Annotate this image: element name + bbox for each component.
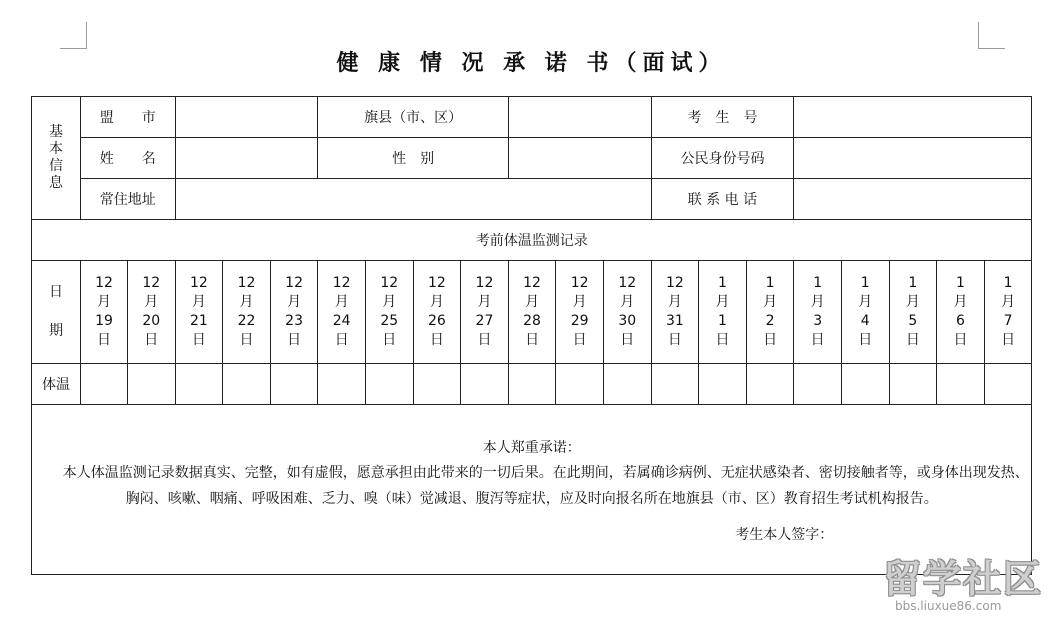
date-day: 2 bbox=[765, 313, 775, 329]
date-cell bbox=[937, 261, 985, 364]
section-label-char: 信 bbox=[49, 158, 63, 174]
temperature-label: 体温 bbox=[32, 364, 81, 405]
temperature-value-cell[interactable] bbox=[223, 364, 271, 405]
address-label: 常住地址 bbox=[81, 179, 176, 220]
temperature-value-cell[interactable] bbox=[651, 364, 699, 405]
temperature-value-cell[interactable] bbox=[270, 364, 318, 405]
date-month-char: 月 bbox=[382, 294, 397, 310]
date-month: 12 bbox=[665, 275, 684, 291]
temperature-value-cell[interactable] bbox=[937, 364, 985, 405]
date-day: 1 bbox=[717, 313, 727, 329]
date-month-char: 月 bbox=[1001, 294, 1016, 310]
temperature-value-cell[interactable] bbox=[81, 364, 128, 405]
date-day-char: 日 bbox=[191, 332, 206, 348]
date-day: 24 bbox=[332, 313, 351, 329]
date-day: 23 bbox=[285, 313, 303, 329]
date-day: 19 bbox=[95, 313, 113, 329]
temperature-value-cell[interactable] bbox=[318, 364, 366, 405]
date-day: 31 bbox=[665, 313, 684, 329]
temperature-value-cell[interactable] bbox=[413, 364, 461, 405]
date-month: 12 bbox=[189, 275, 208, 291]
date-month-char: 月 bbox=[287, 294, 302, 310]
phone-label: 联 系 电 话 bbox=[651, 179, 794, 220]
date-month: 1 bbox=[955, 275, 965, 291]
temperature-value-cell[interactable] bbox=[699, 364, 747, 405]
info-row-2 bbox=[32, 138, 1032, 179]
date-cell bbox=[413, 261, 461, 364]
temperature-value-cell[interactable] bbox=[746, 364, 794, 405]
temperature-section-title: 考前体温监测记录 bbox=[32, 220, 1032, 261]
temperature-value-cell[interactable] bbox=[128, 364, 176, 405]
watermark-text: 留学社区 bbox=[883, 557, 1044, 601]
date-day-char: 日 bbox=[905, 332, 920, 348]
date-day: 5 bbox=[908, 313, 918, 329]
date-cell bbox=[699, 261, 747, 364]
info-row-1 bbox=[32, 97, 1032, 138]
date-day-char: 日 bbox=[858, 332, 873, 348]
date-day: 25 bbox=[380, 313, 399, 329]
county-value[interactable] bbox=[508, 97, 651, 138]
exam-number-label: 考 生 号 bbox=[651, 97, 794, 138]
date-month: 12 bbox=[523, 275, 541, 291]
page-corner-mark-top-left bbox=[60, 22, 87, 49]
date-day-char: 日 bbox=[1001, 332, 1016, 348]
temperature-section-row bbox=[32, 220, 1032, 261]
date-day-char: 日 bbox=[429, 332, 444, 348]
gender-label: 性 别 bbox=[318, 138, 508, 179]
county-label: 旗县（市、区） bbox=[318, 97, 508, 138]
date-row bbox=[32, 261, 1032, 364]
page-title: 健 康 情 况 承 诺 书（面试） bbox=[336, 51, 727, 76]
date-month-char: 月 bbox=[667, 294, 682, 310]
date-cell bbox=[270, 261, 318, 364]
date-cell bbox=[175, 261, 223, 364]
date-day-char: 日 bbox=[667, 332, 682, 348]
commitment-row bbox=[32, 405, 1032, 575]
date-day-char: 日 bbox=[382, 332, 397, 348]
date-month-char: 月 bbox=[763, 294, 778, 310]
date-month: 12 bbox=[475, 275, 494, 291]
date-month: 12 bbox=[380, 275, 399, 291]
date-day-char: 日 bbox=[810, 332, 825, 348]
date-month-char: 月 bbox=[572, 294, 587, 310]
address-value[interactable] bbox=[175, 179, 651, 220]
date-month-char: 月 bbox=[477, 294, 492, 310]
page-corner-mark-top-right bbox=[978, 22, 1005, 49]
temperature-value-cell[interactable] bbox=[889, 364, 937, 405]
date-month-char: 月 bbox=[191, 294, 206, 310]
commitment-cell bbox=[32, 405, 1032, 575]
watermark-url: bbs.liuxue86.com bbox=[895, 599, 1002, 613]
date-cell bbox=[984, 261, 1032, 364]
date-month: 12 bbox=[618, 275, 637, 291]
date-day-char: 日 bbox=[334, 332, 349, 348]
date-month: 1 bbox=[813, 275, 823, 291]
date-month-char: 月 bbox=[239, 294, 254, 310]
date-day: 6 bbox=[955, 313, 965, 329]
league-city-value[interactable] bbox=[175, 97, 318, 138]
date-month: 12 bbox=[237, 275, 256, 291]
section-label-char: 基 bbox=[49, 124, 63, 140]
date-day: 3 bbox=[813, 313, 823, 329]
league-city-label: 盟 市 bbox=[81, 97, 176, 138]
temperature-value-cell[interactable] bbox=[365, 364, 413, 405]
date-day-char: 日 bbox=[144, 332, 159, 348]
section-label-char: 本 bbox=[49, 141, 63, 157]
date-cell bbox=[794, 261, 842, 364]
health-commitment-table bbox=[31, 96, 1032, 575]
id-number-value[interactable] bbox=[794, 138, 1032, 179]
basic-info-section-cell bbox=[32, 97, 81, 220]
phone-value[interactable] bbox=[794, 179, 1032, 220]
date-cell bbox=[603, 261, 651, 364]
date-day-char: 日 bbox=[477, 332, 492, 348]
date-day-char: 日 bbox=[953, 332, 968, 348]
name-label: 姓 名 bbox=[81, 138, 176, 179]
date-day: 26 bbox=[427, 313, 446, 329]
gender-value[interactable] bbox=[508, 138, 651, 179]
date-month: 1 bbox=[765, 275, 775, 291]
watermark-logo bbox=[883, 548, 1053, 616]
date-day: 29 bbox=[570, 313, 589, 329]
date-month-char: 月 bbox=[334, 294, 349, 310]
date-cell bbox=[318, 261, 366, 364]
name-value[interactable] bbox=[175, 138, 318, 179]
date-cell bbox=[841, 261, 889, 364]
date-cell bbox=[461, 261, 509, 364]
date-cell bbox=[556, 261, 604, 364]
date-month: 12 bbox=[427, 275, 446, 291]
date-month: 12 bbox=[285, 275, 303, 291]
date-month-char: 月 bbox=[905, 294, 920, 310]
date-day: 22 bbox=[237, 313, 256, 329]
date-day-char: 日 bbox=[763, 332, 778, 348]
date-cell bbox=[81, 261, 128, 364]
date-label-char: 日 bbox=[49, 284, 63, 300]
date-month: 12 bbox=[332, 275, 351, 291]
date-day-char: 日 bbox=[715, 332, 730, 348]
date-day: 27 bbox=[475, 313, 494, 329]
date-day-char: 日 bbox=[287, 332, 302, 348]
date-day-char: 日 bbox=[97, 332, 111, 348]
exam-number-value[interactable] bbox=[794, 97, 1032, 138]
date-cell bbox=[508, 261, 556, 364]
date-month-char: 月 bbox=[620, 294, 635, 310]
date-day-char: 日 bbox=[572, 332, 587, 348]
temperature-value-cell[interactable] bbox=[984, 364, 1032, 405]
date-cell bbox=[223, 261, 271, 364]
date-month: 12 bbox=[95, 275, 113, 291]
temperature-value-cell[interactable] bbox=[841, 364, 889, 405]
temperature-value-cell[interactable] bbox=[461, 364, 509, 405]
temperature-value-cell[interactable] bbox=[508, 364, 556, 405]
date-month: 1 bbox=[717, 275, 727, 291]
date-label-cell bbox=[32, 261, 81, 364]
date-day: 30 bbox=[618, 313, 637, 329]
date-month-char: 月 bbox=[144, 294, 159, 310]
date-month: 1 bbox=[860, 275, 870, 291]
date-cell bbox=[746, 261, 794, 364]
date-month: 1 bbox=[908, 275, 918, 291]
temperature-row bbox=[32, 364, 1032, 405]
date-month-char: 月 bbox=[810, 294, 825, 310]
id-number-label: 公民身份号码 bbox=[651, 138, 794, 179]
date-cell bbox=[128, 261, 176, 364]
date-month-char: 月 bbox=[953, 294, 968, 310]
temperature-value-cell[interactable] bbox=[556, 364, 604, 405]
date-day: 28 bbox=[523, 313, 541, 329]
commitment-body: 本人体温监测记录数据真实、完整，如有虚假，愿意承担由此带来的一切后果。在此期间，若属确诊病例、无症状感染者、密切接触者等，或身体出现发热、胸闷、咳嗽、咽痛、呼吸困难、乏力、嗅（味）觉减退、腹泻等症状，应及时向报名所在地旗县（市、区）教育招生考试机构报告。 bbox=[62, 464, 1029, 507]
date-day-char: 日 bbox=[620, 332, 635, 348]
date-cell bbox=[889, 261, 937, 364]
info-row-3 bbox=[32, 179, 1032, 220]
date-day: 4 bbox=[860, 313, 870, 329]
date-cell bbox=[365, 261, 413, 364]
date-day-char: 日 bbox=[525, 332, 540, 348]
temperature-value-cell[interactable] bbox=[603, 364, 651, 405]
date-month-char: 月 bbox=[97, 294, 111, 310]
date-label-char: 期 bbox=[49, 323, 63, 339]
date-cell bbox=[651, 261, 699, 364]
date-month: 1 bbox=[1003, 275, 1013, 291]
temperature-value-cell[interactable] bbox=[175, 364, 223, 405]
commitment-heading: 本人郑重承诺： bbox=[482, 439, 581, 456]
date-month: 12 bbox=[570, 275, 589, 291]
date-month-char: 月 bbox=[858, 294, 873, 310]
date-month-char: 月 bbox=[525, 294, 540, 310]
date-day-char: 日 bbox=[239, 332, 254, 348]
date-month-char: 月 bbox=[715, 294, 730, 310]
date-day: 20 bbox=[142, 313, 161, 329]
date-day: 7 bbox=[1003, 313, 1013, 329]
date-month-char: 月 bbox=[429, 294, 444, 310]
signature-label: 考生本人签字： bbox=[735, 526, 834, 543]
date-month: 12 bbox=[142, 275, 161, 291]
section-label-char: 息 bbox=[49, 175, 63, 191]
temperature-value-cell[interactable] bbox=[794, 364, 842, 405]
date-day: 21 bbox=[189, 313, 208, 329]
